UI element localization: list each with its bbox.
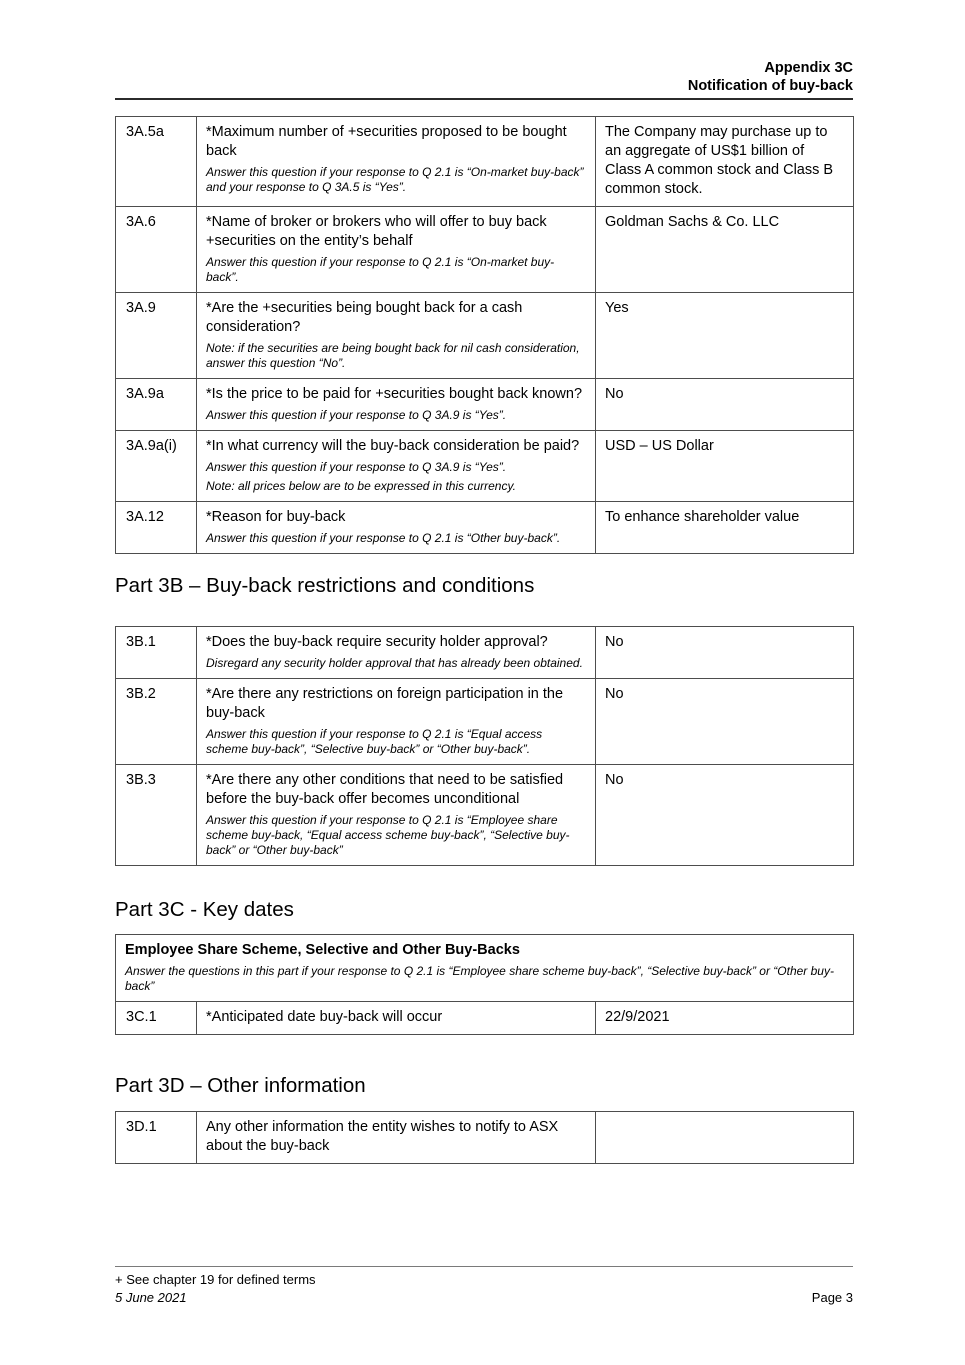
document-content bbox=[115, 0, 853, 1164]
table-row bbox=[116, 502, 854, 554]
footer-row bbox=[115, 1289, 853, 1307]
table-row bbox=[116, 293, 854, 379]
question-cell bbox=[197, 679, 596, 765]
table-row bbox=[116, 765, 854, 866]
answer-cell bbox=[596, 1112, 854, 1164]
question-cell bbox=[197, 379, 596, 431]
section-heading: Part 3D – Other information bbox=[115, 1074, 366, 1097]
row-id-cell: 3A.5a bbox=[116, 117, 197, 207]
footer-note: + See chapter 19 for defined terms bbox=[115, 1272, 316, 1287]
section-heading: Part 3B – Buy-back restrictions and conditions bbox=[115, 574, 535, 597]
row-id-cell: 3D.1 bbox=[116, 1112, 197, 1164]
question-cell bbox=[197, 1112, 596, 1164]
row-id-cell: 3A.12 bbox=[116, 502, 197, 554]
header-title: Appendix 3C bbox=[764, 60, 853, 76]
answer-cell: No bbox=[596, 627, 854, 679]
form-table bbox=[115, 626, 854, 866]
answer-cell: No bbox=[596, 379, 854, 431]
answer-cell: 22/9/2021 bbox=[596, 1002, 854, 1035]
form-table bbox=[115, 1111, 854, 1164]
answer-cell: To enhance shareholder value bbox=[596, 502, 854, 554]
question-note: Answer this question if your response to Q 3A.9 is “Yes”. bbox=[206, 460, 507, 474]
form-section bbox=[115, 1074, 853, 1164]
table-group-header-row bbox=[116, 935, 854, 1002]
table-row bbox=[116, 627, 854, 679]
table-row bbox=[116, 379, 854, 431]
answer-cell: USD – US Dollar bbox=[596, 431, 854, 502]
question-note: Answer this question if your response to Q 2.1 is “On-market buy-back”. bbox=[206, 255, 555, 284]
answer-cell: No bbox=[596, 765, 854, 866]
answer-cell: No bbox=[596, 679, 854, 765]
question-text: *Are there any other conditions that need to be satisfied before the buy-back offer becomes unconditional bbox=[206, 772, 564, 807]
question-note: Answer this question if your response to Q 2.1 is “Other buy-back”. bbox=[206, 531, 561, 545]
question-cell bbox=[197, 207, 596, 293]
table-row bbox=[116, 207, 854, 293]
answer-cell: Goldman Sachs & Co. LLC bbox=[596, 207, 854, 293]
form-table bbox=[115, 116, 854, 554]
question-note: Answer this question if your response to Q 2.1 is “Equal access scheme buy-back”, “Selective buy-back” or “Other buy-back”. bbox=[206, 727, 543, 756]
header-subtitle: Notification of buy-back bbox=[687, 78, 853, 94]
row-id-cell: 3B.1 bbox=[116, 627, 197, 679]
question-text: *Are there any restrictions on foreign participation in the buy-back bbox=[206, 686, 564, 721]
row-id-cell: 3A.9a(i) bbox=[116, 431, 197, 502]
document-footer bbox=[115, 1266, 853, 1307]
question-note: Note: all prices below are to be expressed in this currency. bbox=[206, 479, 516, 493]
row-id-cell: 3A.9a bbox=[116, 379, 197, 431]
document-header bbox=[115, 0, 853, 95]
form-table bbox=[115, 934, 854, 1035]
group-header-title: Employee Share Scheme, Selective and Other Buy-Backs bbox=[125, 942, 520, 958]
question-cell bbox=[197, 293, 596, 379]
question-text: Any other information the entity wishes to notify to ASX about the buy-back bbox=[206, 1119, 559, 1154]
row-id-cell: 3C.1 bbox=[116, 1002, 197, 1035]
question-text: *Anticipated date buy-back will occur bbox=[206, 1009, 443, 1025]
question-text: *In what currency will the buy-back consideration be paid? bbox=[206, 438, 580, 454]
answer-cell: The Company may purchase up to an aggregate of US$1 billion of Class A common stock and Class B common stock. bbox=[596, 117, 854, 207]
header-rule bbox=[115, 98, 853, 100]
table-row bbox=[116, 117, 854, 207]
form-section bbox=[115, 116, 853, 554]
answer-cell: Yes bbox=[596, 293, 854, 379]
question-cell bbox=[197, 1002, 596, 1035]
question-text: *Name of broker or brokers who will offer to buy back +securities on the entity’s behalf bbox=[206, 214, 547, 249]
sections bbox=[115, 116, 853, 1164]
question-cell bbox=[197, 627, 596, 679]
group-header-note: Answer the questions in this part if your response to Q 2.1 is “Employee share scheme buy-back”, “Selective buy-back” or “Other buy-back” bbox=[125, 964, 834, 993]
row-id-cell: 3B.3 bbox=[116, 765, 197, 866]
footer-date: 5 June 2021 bbox=[115, 1290, 187, 1305]
table-row bbox=[116, 1112, 854, 1164]
table-row bbox=[116, 679, 854, 765]
table-row bbox=[116, 1002, 854, 1035]
question-note: Answer this question if your response to Q 2.1 is “On-market buy-back” and your response to Q 3A.5 is “Yes”. bbox=[206, 165, 584, 194]
form-section bbox=[115, 574, 853, 866]
row-id-cell: 3B.2 bbox=[116, 679, 197, 765]
question-cell bbox=[197, 765, 596, 866]
question-note: Answer this question if your response to Q 2.1 is “Employee share scheme buy-back, “Equal access scheme buy-back”, “Selective buy-back” or “Other buy-back” bbox=[206, 813, 570, 857]
row-id-cell: 3A.9 bbox=[116, 293, 197, 379]
section-heading: Part 3C - Key dates bbox=[115, 898, 294, 921]
question-text: *Maximum number of +securities proposed to be bought back bbox=[206, 124, 567, 159]
question-text: *Reason for buy-back bbox=[206, 509, 346, 525]
question-note: Answer this question if your response to Q 3A.9 is “Yes”. bbox=[206, 408, 507, 422]
question-text: *Does the buy-back require security holder approval? bbox=[206, 634, 548, 650]
group-header-cell bbox=[116, 935, 854, 1002]
question-text: *Are the +securities being bought back for a cash consideration? bbox=[206, 300, 523, 335]
question-text: *Is the price to be paid for +securities bought back known? bbox=[206, 386, 583, 402]
question-note: Note: if the securities are being bought back for nil cash consideration, answer this question “No”. bbox=[206, 341, 580, 370]
table-row bbox=[116, 431, 854, 502]
footer-rule bbox=[115, 1266, 853, 1267]
form-section bbox=[115, 898, 853, 1035]
question-cell bbox=[197, 431, 596, 502]
question-cell bbox=[197, 117, 596, 207]
row-id-cell: 3A.6 bbox=[116, 207, 197, 293]
question-cell bbox=[197, 502, 596, 554]
question-note: Disregard any security holder approval that has already been obtained. bbox=[206, 656, 583, 670]
footer-page-number: Page 3 bbox=[811, 1290, 853, 1305]
